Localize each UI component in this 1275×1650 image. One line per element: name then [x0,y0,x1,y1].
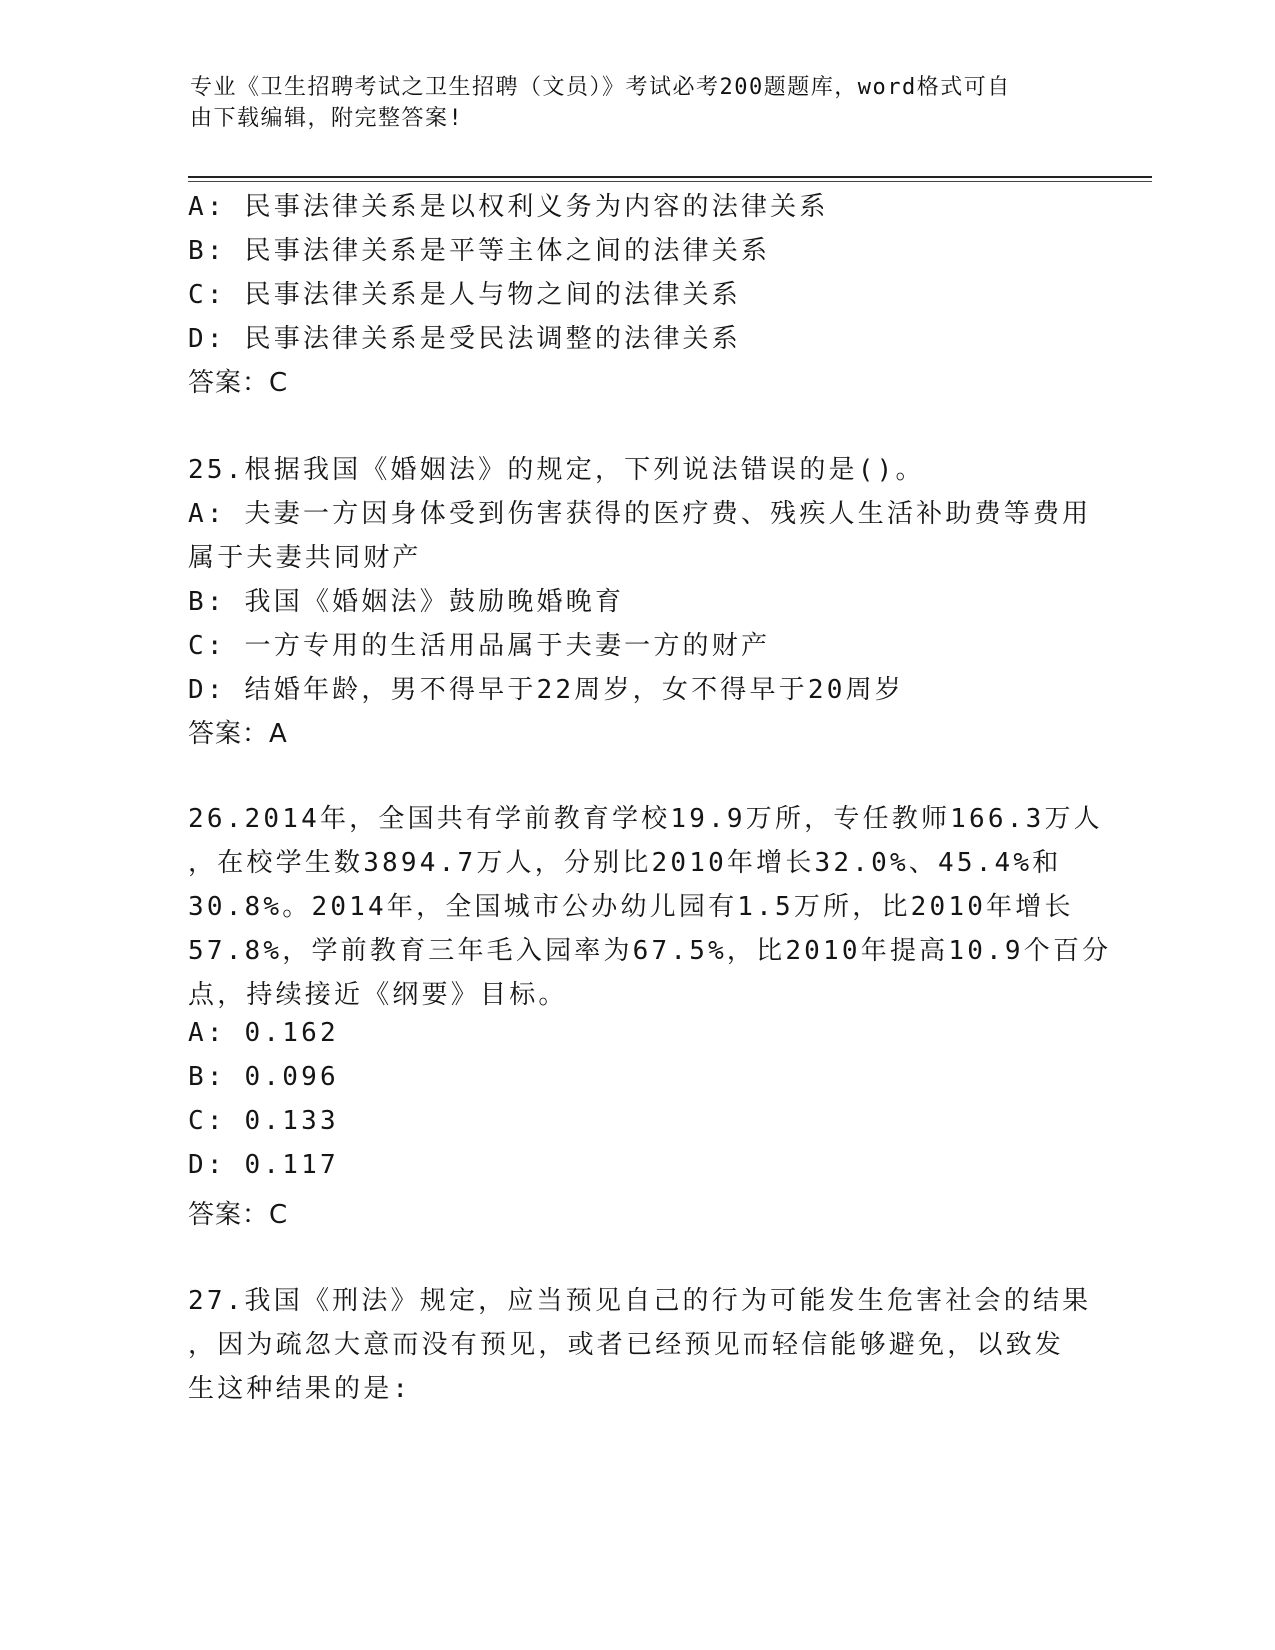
q26-stem-line-1: 26.2014年，全国共有学前教育学校19.9万所，专任教师166.3万人 [188,804,1103,834]
q24-answer: 答案：C [188,368,289,398]
q26-stem-line-3: 30.8%。2014年，全国城市公办幼儿园有1.5万所，比2010年增长 [188,892,1074,922]
q26-answer: 答案：C [188,1200,289,1230]
q25-option-c: C: 一方专用的生活用品属于夫妻一方的财产 [188,631,771,661]
q27-stem-line-3: 生这种结果的是: [188,1374,412,1404]
q24-option-a: A: 民事法律关系是以权利义务为内容的法律关系 [188,192,829,222]
document-header [190,72,1070,134]
q26-option-d: D: 0.117 [188,1150,339,1180]
q24-option-b: B: 民事法律关系是平等主体之间的法律关系 [188,236,771,266]
header-divider-thin [188,181,1152,182]
q26-stem-line-4: 57.8%，学前教育三年毛入园率为67.5%，比2010年提高10.9个百分 [188,936,1112,966]
q25-answer: 答案：A [188,719,288,749]
header-title-line-1: 专业《卫生招聘考试之卫生招聘（文员）》考试必考200题题库，word格式可自 [190,75,1011,100]
q26-option-a: A: 0.162 [188,1018,339,1048]
q25-option-a: A: 夫妻一方因身体受到伤害获得的医疗费、残疾人生活补助费等费用 [188,499,1092,529]
q25-option-b: B: 我国《婚姻法》鼓励晚婚晚育 [188,587,625,617]
q26-stem-line-2: ，在校学生数3894.7万人，分别比2010年增长32.0%、45.4%和 [188,848,1062,878]
q26-option-b: B: 0.096 [188,1062,339,1092]
q27-stem-line-1: 27.我国《刑法》规定，应当预见自己的行为可能发生危害社会的结果 [188,1286,1092,1316]
q25-option-a-continued: 属于夫妻共同财产 [188,543,422,573]
q24-option-d: D: 民事法律关系是受民法调整的法律关系 [188,324,741,354]
q27-stem-line-2: ，因为疏忽大意而没有预见，或者已经预见而轻信能够避免，以致发 [188,1330,1065,1360]
q26-option-c: C: 0.133 [188,1106,339,1136]
header-divider [188,176,1152,178]
q25-stem: 25.根据我国《婚姻法》的规定，下列说法错误的是()。 [188,455,925,485]
q26-stem-line-5: 点，持续接近《纲要》目标。 [188,980,568,1010]
q25-option-d: D: 结婚年龄，男不得早于22周岁，女不得早于20周岁 [188,675,904,705]
q24-option-c: C: 民事法律关系是人与物之间的法律关系 [188,280,741,310]
header-title-line-2: 由下载编辑，附完整答案! [190,106,464,131]
